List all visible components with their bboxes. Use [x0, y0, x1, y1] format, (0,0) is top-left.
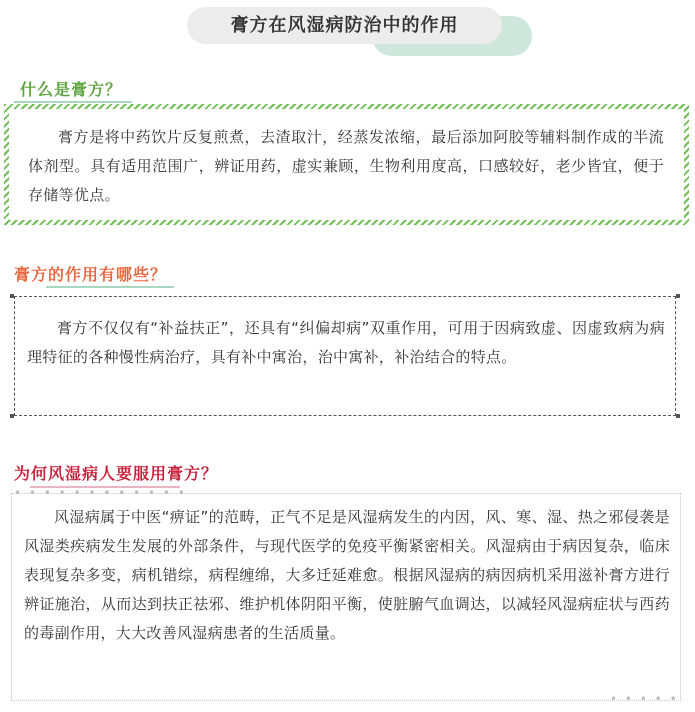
corner-mark: [10, 414, 14, 418]
section-1-underline: [14, 101, 132, 103]
corner-mark: [676, 294, 680, 298]
section-3-content: [24, 503, 670, 648]
section-1-paragraph: 膏方是将中药饮片反复煎煮，去渣取汁，经蒸发浓缩，最后添加阿胶等辅料制作成的半流体剂型。具有适用范围广，辨证用药，虚实兼顾，生物利用度高，口感较好，老少皆宜，便于存储等优点。: [28, 128, 664, 204]
page-title: 膏方在风湿病防治中的作用: [187, 7, 502, 44]
section-2-content: [27, 314, 665, 372]
section-3-paragraph: 风湿病属于中医“痹证”的范畴，正气不足是风湿病发生的内因，风、寒、湿、热之邪侵袭是风湿类疾病发生发展的外部条件，与现代医学的免疫平衡紧密相关。风湿病由于病因复杂，临床表现复杂多变，病机错综，病程缠绵，大多迁延难愈。根据风湿病的病因病机采用滋补膏方进行辨证施治，从而达到扶正祛邪、维护机体阴阳平衡，使脏腑气血调达，以减轻风湿病症状与西药的毒副作用，大大改善风湿病患者的生活质量。: [24, 508, 670, 642]
section-1-content: [28, 123, 664, 210]
dot-ornament: • • • • •: [610, 692, 679, 706]
corner-mark: [10, 294, 14, 298]
section-3-heading: 为何风湿病人要服用膏方？: [14, 464, 219, 483]
dot-ornament: • • • • • • • • • • • •: [14, 486, 187, 500]
section-2-heading: 膏方的作用有哪些？: [14, 265, 168, 284]
section-2-paragraph: 膏方不仅仅有“补益扶正”，还具有“纠偏却病”双重作用，可用于因病致虚、因虚致病为病理特征的各种慢性病治疗，具有补中寓治，治中寓补，补治结合的特点。: [27, 319, 665, 366]
section-2-underline: [46, 286, 174, 288]
section-1-heading: 什么是膏方？: [20, 80, 123, 99]
corner-mark: [676, 414, 680, 418]
